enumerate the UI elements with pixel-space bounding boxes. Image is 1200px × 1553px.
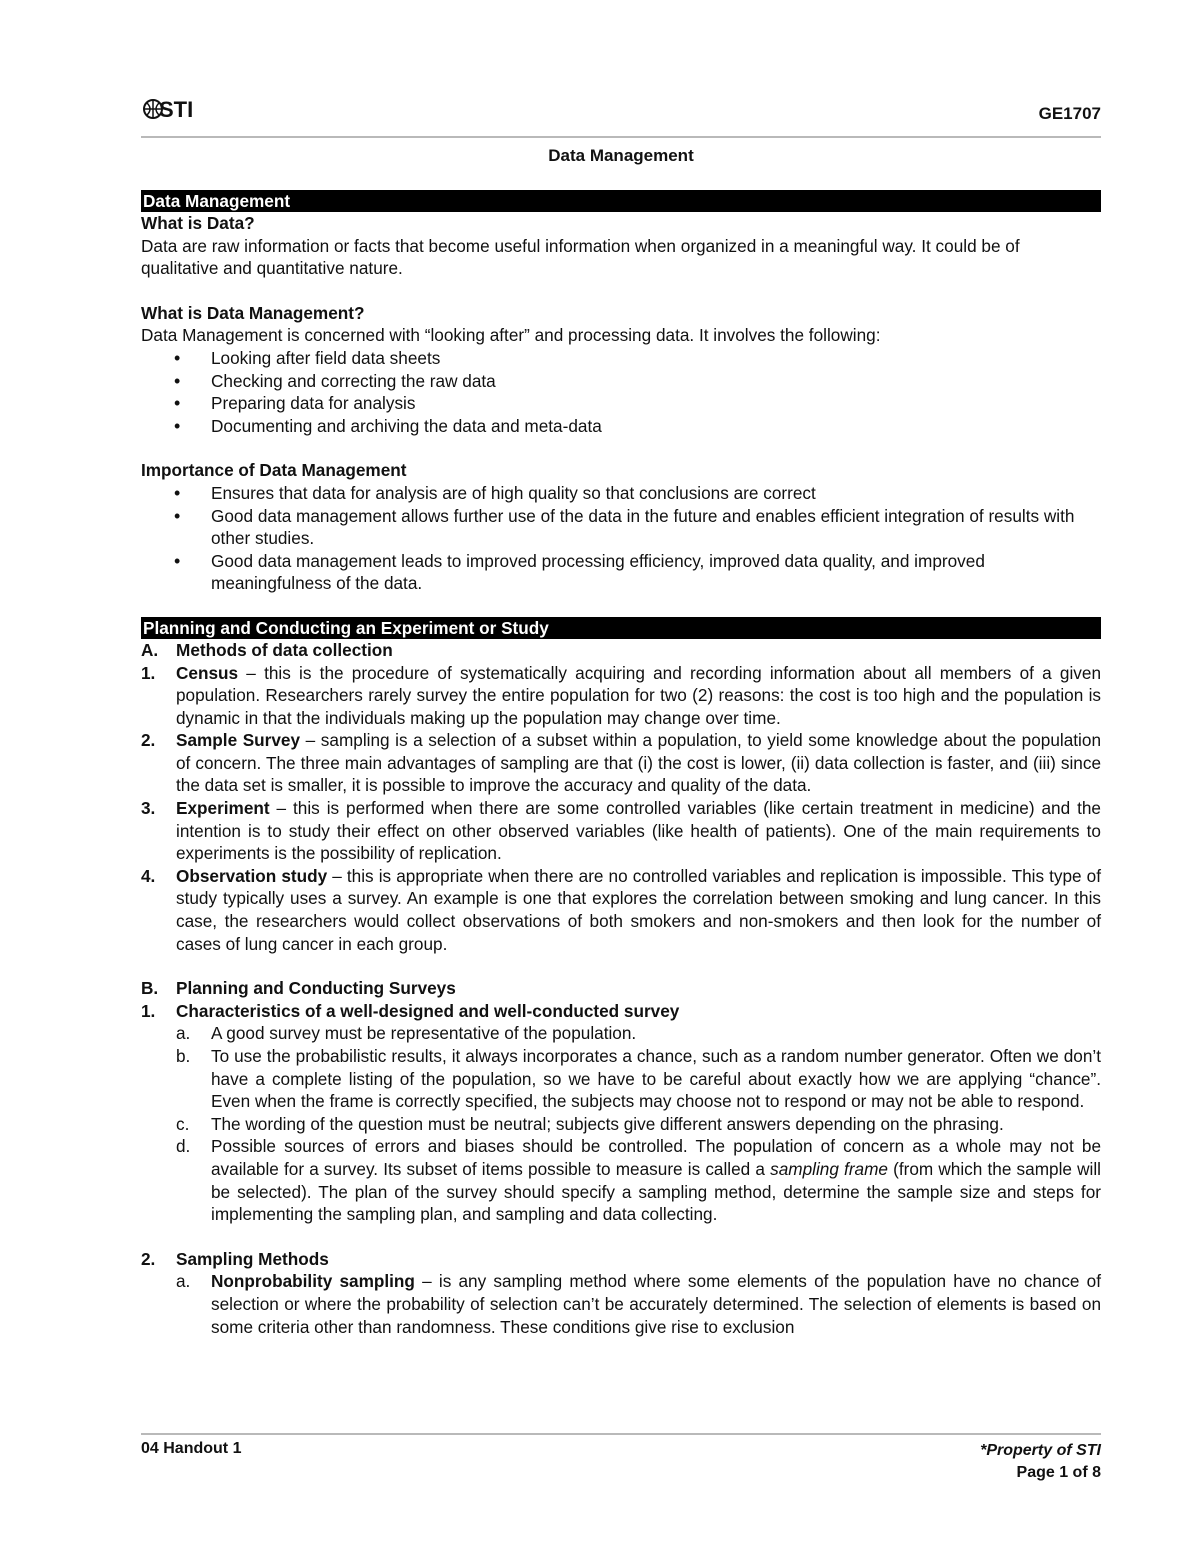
list-item: • Good data management leads to improved processing efficiency, improved data quality, and improved meaningfulness of the data. bbox=[141, 550, 1101, 595]
list-item: • Good data management allows further use of the data in the future and enables efficient integration of results with other studies. bbox=[141, 505, 1101, 550]
document-title: Data Management bbox=[548, 146, 694, 165]
data-management-list bbox=[141, 347, 1101, 437]
method-term: Experiment bbox=[176, 798, 270, 819]
page-header bbox=[141, 92, 1101, 136]
footer-right bbox=[980, 1440, 1101, 1484]
item-letter: a. bbox=[176, 1271, 191, 1292]
heading-surveys bbox=[141, 977, 1101, 1000]
heading-sampling-methods-text: Sampling Methods bbox=[176, 1248, 329, 1269]
heading-characteristics-text: Characteristics of a well-designed and well-conducted survey bbox=[176, 1000, 680, 1021]
sti-logo-icon bbox=[141, 94, 203, 124]
paragraph-data-management: Data Management is concerned with “looking after” and processing data. It involves the following: bbox=[141, 325, 881, 346]
method-experiment bbox=[141, 797, 1101, 865]
course-code: GE1707 bbox=[1038, 104, 1101, 123]
method-census bbox=[141, 662, 1101, 730]
item-text: To use the probabilistic results, it always incorporates a chance, such as a random number generator. Often we don’t have a complete listing of the population, so we have to be careful about exactly how we are applying “chance”. Even when the frame is correctly specified, the subjects may choose not to respond or may not be able to respond. bbox=[211, 1046, 1101, 1112]
section-b2 bbox=[141, 1248, 1101, 1271]
sampling-methods-list bbox=[141, 1270, 1101, 1338]
item-letter: c. bbox=[176, 1113, 190, 1134]
property-label: *Property of STI bbox=[980, 1442, 1101, 1459]
document-body bbox=[141, 190, 1101, 1338]
method-text: – this is appropriate when there are no controlled variables and replication is impossible. This type of study typically uses a survey. An example is one that explores the correlation between smoking and lung cancer. In this case, the researchers would collect observations of both smokers and non-smokers and then look for the number of cases of lung cancer in each group. bbox=[176, 865, 1101, 954]
heading-methods bbox=[141, 639, 1101, 662]
section-a bbox=[141, 639, 1101, 955]
method-term: Observation study bbox=[176, 865, 328, 886]
list-item bbox=[141, 1113, 1101, 1136]
spacer bbox=[141, 595, 1101, 617]
heading-sampling-methods bbox=[141, 1248, 1101, 1271]
heading-what-is-data: What is Data? bbox=[141, 213, 255, 233]
list-item: • Checking and correcting the raw data bbox=[141, 370, 1101, 393]
section-bar-data-management: Data Management bbox=[141, 190, 1101, 212]
spacer bbox=[141, 1226, 1101, 1248]
list-item bbox=[141, 1045, 1101, 1113]
item-text: The wording of the question must be neutral; subjects give different answers depending on the phrasing. bbox=[211, 1113, 1004, 1134]
item-term: Nonprobability sampling bbox=[211, 1271, 415, 1292]
heading-characteristics bbox=[141, 1000, 1101, 1023]
method-sample-survey bbox=[141, 729, 1101, 797]
list-item bbox=[141, 1135, 1101, 1225]
method-term: Census bbox=[176, 662, 239, 683]
item-letter: d. bbox=[176, 1136, 191, 1157]
page-number: Page 1 of 8 bbox=[1016, 1464, 1101, 1481]
item-number: 2. bbox=[141, 730, 156, 751]
heading-importance: Importance of Data Management bbox=[141, 460, 407, 481]
section-bar-planning: Planning and Conducting an Experiment or Study bbox=[141, 617, 1101, 639]
marker-b: B. bbox=[141, 978, 159, 999]
item-letter: b. bbox=[176, 1046, 191, 1066]
method-text: – this is the procedure of systematically acquiring and recording information about all members of a given population. Researchers rarely survey the entire population for two (2) reasons: the cost is too high and the population is dynamic in that the individuals making up the population may change over time. bbox=[176, 662, 1101, 728]
list-item bbox=[141, 1270, 1101, 1338]
list-item: • Ensures that data for analysis are of high quality so that conclusions are correct bbox=[141, 482, 1101, 505]
item-number: 3. bbox=[141, 798, 156, 819]
item-number: 1. bbox=[141, 662, 156, 683]
item-number: 1. bbox=[141, 1000, 156, 1021]
list-item: • Looking after field data sheets bbox=[141, 347, 1101, 370]
item-text: A good survey must be representative of the population. bbox=[211, 1023, 637, 1044]
method-text: – this is performed when there are some controlled variables (like certain treatment in medicine) and the intention is to study their effect on other observed variables (like health of patients). One of the main requirements to experiments is the possibility of replication. bbox=[176, 798, 1101, 864]
item-text: – is any sampling method where some elements of the population have no chance of selection or where the probability of selection can’t be accurately determined. The selection of elements is based on some criteria other than randomness. These conditions give rise to exclusion bbox=[211, 1271, 1102, 1337]
list-item: • Preparing data for analysis bbox=[141, 392, 1101, 415]
heading-what-is-data-management: What is Data Management? bbox=[141, 302, 365, 323]
paragraph-what-is-data: Data are raw information or facts that become useful information when organized in a meaningful way. It could be of qualitative and quantitative nature. bbox=[141, 235, 1020, 279]
item-number: 2. bbox=[141, 1248, 156, 1269]
method-text: – sampling is a selection of a subset within a population, to yield some knowledge about the population of concern. The three main advantages of sampling are that (i) the cost is lower, (ii) data collection is faster, and (iii) since the data set is smaller, it is possible to improve the accuracy and quality of the data. bbox=[176, 730, 1101, 796]
spacer bbox=[141, 955, 1101, 977]
heading-methods-text: Methods of data collection bbox=[176, 639, 393, 660]
item-text: (from which the sample will be selected). The plan of the survey should specify a sampling method, determine the sample size and steps for implementing the sampling plan, and sampling and data collecting. bbox=[211, 1158, 1101, 1225]
header-divider bbox=[141, 136, 1101, 138]
list-item bbox=[141, 1022, 1101, 1045]
section-b bbox=[141, 977, 1101, 1022]
characteristics-list bbox=[141, 1022, 1101, 1225]
item-emphasis: sampling frame bbox=[770, 1158, 888, 1179]
importance-list bbox=[141, 482, 1101, 595]
heading-surveys-text: Planning and Conducting Surveys bbox=[176, 978, 456, 999]
item-letter: a. bbox=[176, 1023, 191, 1044]
method-observation-study bbox=[141, 865, 1101, 955]
item-text: Possible sources of errors and biases should be controlled. The population of concern as a whole may not be available for a survey. Its subset of items possible to measure is called a bbox=[211, 1136, 1101, 1179]
method-term: Sample Survey bbox=[176, 730, 301, 751]
item-number: 4. bbox=[141, 865, 156, 886]
handout-label: 04 Handout 1 bbox=[141, 1440, 242, 1457]
marker-a: A. bbox=[141, 639, 159, 660]
sti-logo bbox=[141, 92, 203, 126]
spacer bbox=[141, 280, 1101, 302]
spacer bbox=[141, 437, 1101, 459]
svg-text:STI: STI bbox=[159, 97, 194, 122]
footer-divider bbox=[141, 1433, 1101, 1435]
list-item: • Documenting and archiving the data and meta-data bbox=[141, 415, 1101, 438]
